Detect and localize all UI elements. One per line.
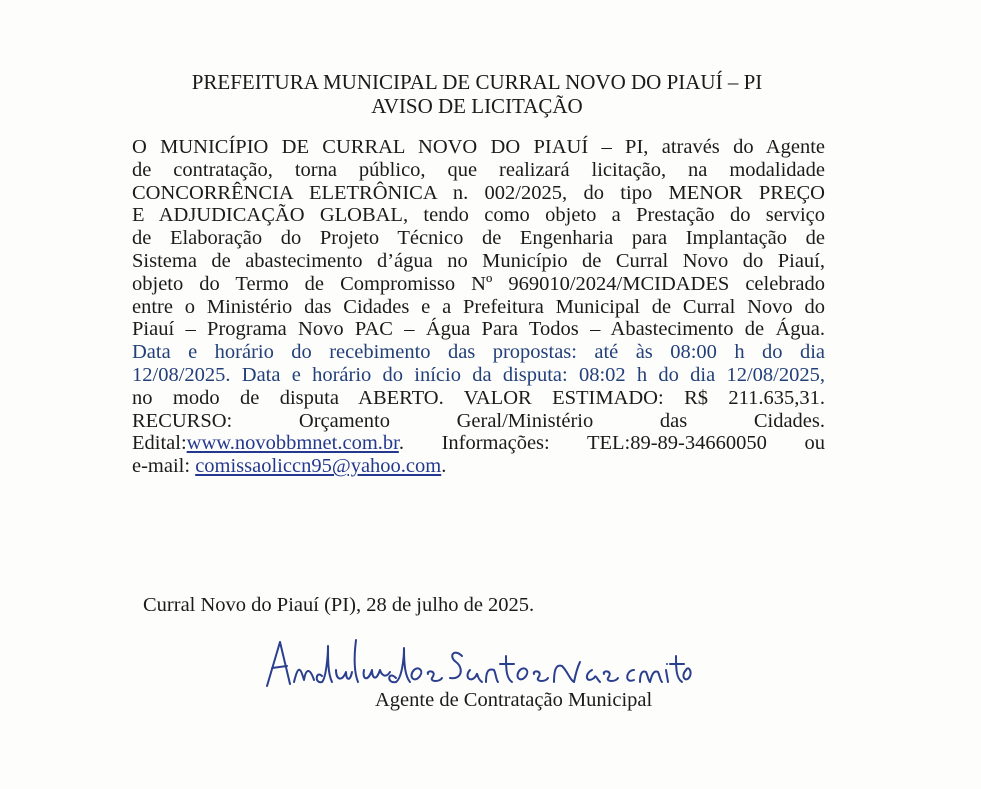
contact-info: . Informações: TEL:89-89-34660050 ou xyxy=(398,432,825,455)
notice-line: entre o Ministério das Cidades e a Prefeitura Municipal de Curral Novo do xyxy=(132,295,825,318)
notice-line: de Elaboração do Projeto Técnico de Engenharia para Implantação de xyxy=(132,227,825,250)
notice-body xyxy=(132,136,825,478)
email-line xyxy=(132,455,825,478)
notice-line: CONCORRÊNCIA ELETRÔNICA n. 002/2025, do tipo MENOR PREÇO xyxy=(132,181,825,204)
notice-line: 12/08/2025. Data e horário do início da disputa: 08:02 h do dia 12/08/2025, xyxy=(132,363,825,386)
notice-line: objeto do Termo de Compromisso Nº 969010/2024/MCIDADES celebrado xyxy=(132,272,825,295)
notice-title: AVISO DE LICITAÇÃO xyxy=(371,94,583,118)
notice-line: no modo de disputa ABERTO. VALOR ESTIMADO: R$ 211.635,31. xyxy=(132,386,825,409)
notice-line: Sistema de abastecimento d’água no Município de Curral Novo do Piauí, xyxy=(132,249,825,272)
document-header xyxy=(150,70,804,118)
signer-role: Agente de Contratação Municipal xyxy=(375,689,653,711)
edital-link[interactable]: www.novobbmnet.com.br xyxy=(186,432,399,455)
place-and-date: Curral Novo do Piauí (PI), 28 de julho de 2025. xyxy=(143,594,535,616)
email-label: e-mail: xyxy=(132,455,196,478)
edital-label: Edital: xyxy=(132,432,187,455)
notice-line: RECURSO: Orçamento Geral/Ministério das Cidades. xyxy=(132,409,825,432)
email-line-end: . xyxy=(441,455,447,478)
notice-line: E ADJUDICAÇÃO GLOBAL, tendo como objeto a Prestação do serviço xyxy=(132,204,825,227)
municipality-title: PREFEITURA MUNICIPAL DE CURRAL NOVO DO PIAUÍ – PI xyxy=(191,70,763,94)
email-link[interactable]: comissaoliccn95@yahoo.com xyxy=(195,455,442,478)
notice-line: Piauí – Programa Novo PAC – Água Para Todos – Abastecimento de Água. xyxy=(132,318,825,341)
notice-line: de contratação, torna público, que realizará licitação, na modalidade xyxy=(132,158,825,181)
handwritten-signature xyxy=(262,626,692,696)
edital-line xyxy=(132,432,825,455)
notice-line: Data e horário do recebimento das propostas: até às 08:00 h do dia xyxy=(132,341,825,364)
notice-line: O MUNICÍPIO DE CURRAL NOVO DO PIAUÍ – PI, através do Agente xyxy=(132,136,825,158)
